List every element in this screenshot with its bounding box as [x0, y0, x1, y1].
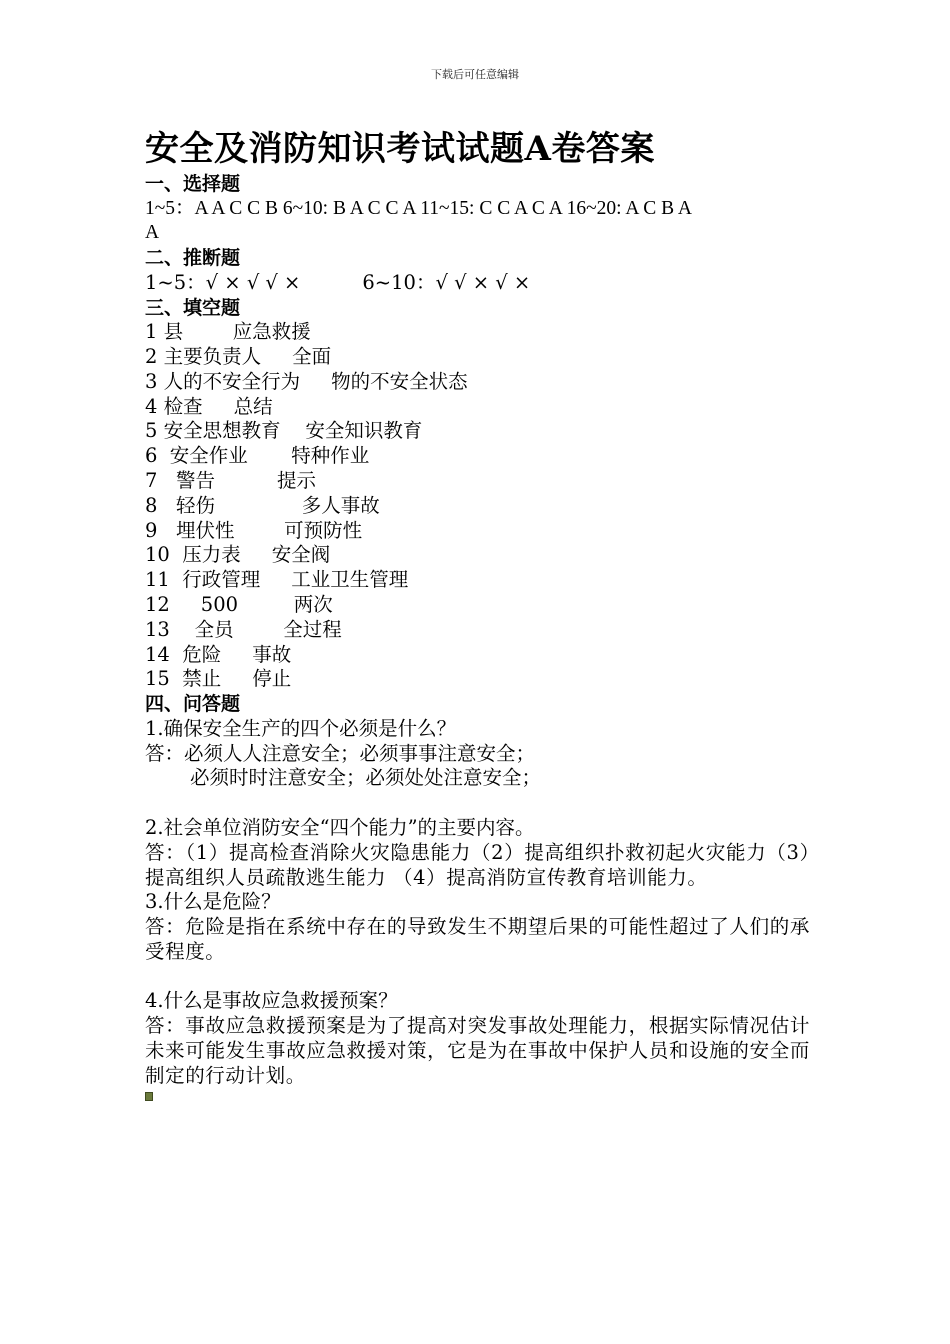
answer-1-line-1: 答：必须人人注意安全；必须事事注意安全； [145, 741, 536, 765]
blank-line [145, 791, 810, 816]
fill-answer-line: 4 检查 总结 [145, 394, 273, 418]
judge-answers-line: 1~5：√ × √ √ × 6~10：√ √ × √ × [145, 270, 531, 294]
answer-1-line-2: 必须时时注意安全；必须处处注意安全； [190, 766, 542, 790]
question-3: 3.什么是危险？ [145, 890, 281, 914]
fill-answer-line: 2 主要负责人 全面 [145, 344, 332, 368]
section-heading-judge: 二、推断题 [145, 247, 241, 270]
answer-4: 答：事故应急救援预案是为了提高对突发事故处理能力，根据实际情况估计未来可能发生事故应急救援对策，它是为在事故中保护人员和设施的安全而制定的行动计划。 [145, 1014, 810, 1087]
fill-answer-line: 5 安全思想教育 安全知识教育 [145, 419, 423, 443]
fill-answer-line: 6 安全作业 特种作业 [145, 444, 370, 468]
page-header-note: 下载后可任意编辑 [431, 68, 519, 81]
choice-answers-line: A [145, 222, 160, 244]
fill-answer-line: 3 人的不安全行为 物的不安全状态 [145, 369, 468, 393]
answer-3: 答：危险是指在系统中存在的导致发生不期望后果的可能性超过了人们的承受程度。 [145, 915, 810, 963]
section-heading-choice: 一、选择题 [145, 173, 241, 195]
answer-2: 答：（1）提高检查消除火灾隐患能力（2）提高组织扑救初起火灾能力（3）提高组织人员疏散逃生能力 （4）提高消防宣传教育培训能力。 [145, 840, 810, 889]
blank-line [145, 965, 810, 990]
fill-answer-line: 10 压力表 安全阀 [145, 543, 331, 567]
fill-answer-line: 13 全员 全过程 [145, 617, 342, 641]
document-title: 安全及消防知识考试试题A卷答案 [145, 129, 655, 169]
document-body [145, 126, 810, 1101]
fill-answer-line: 14 危险 事故 [145, 642, 292, 666]
fill-answer-line: 15 禁止 停止 [145, 667, 292, 691]
fill-answer-line: 12 500 两次 [145, 592, 333, 616]
fill-answer-line: 8 轻伤 多人事故 [145, 493, 380, 517]
question-2: 2.社会单位消防安全“四个能力”的主要内容。 [145, 815, 535, 839]
question-1: 1.确保安全生产的四个必须是什么？ [145, 716, 457, 740]
embedded-object-marker [145, 1092, 153, 1101]
section-heading-qa: 四、问答题 [145, 693, 241, 716]
fill-answer-line: 1 县 应急救援 [145, 320, 311, 344]
fill-answer-line: 7 警告 提示 [145, 468, 316, 492]
fill-answer-line: 9 埋伏性 可预防性 [145, 518, 363, 542]
choice-answers-line: 1~5：A A C C B 6~10: B A C C A 11~15: C C A C A 16~20: A C B A [145, 197, 693, 219]
fill-answer-line: 11 行政管理 工业卫生管理 [145, 568, 409, 592]
question-4: 4.什么是事故应急救援预案？ [145, 989, 398, 1013]
section-heading-fill: 三、填空题 [145, 296, 241, 319]
